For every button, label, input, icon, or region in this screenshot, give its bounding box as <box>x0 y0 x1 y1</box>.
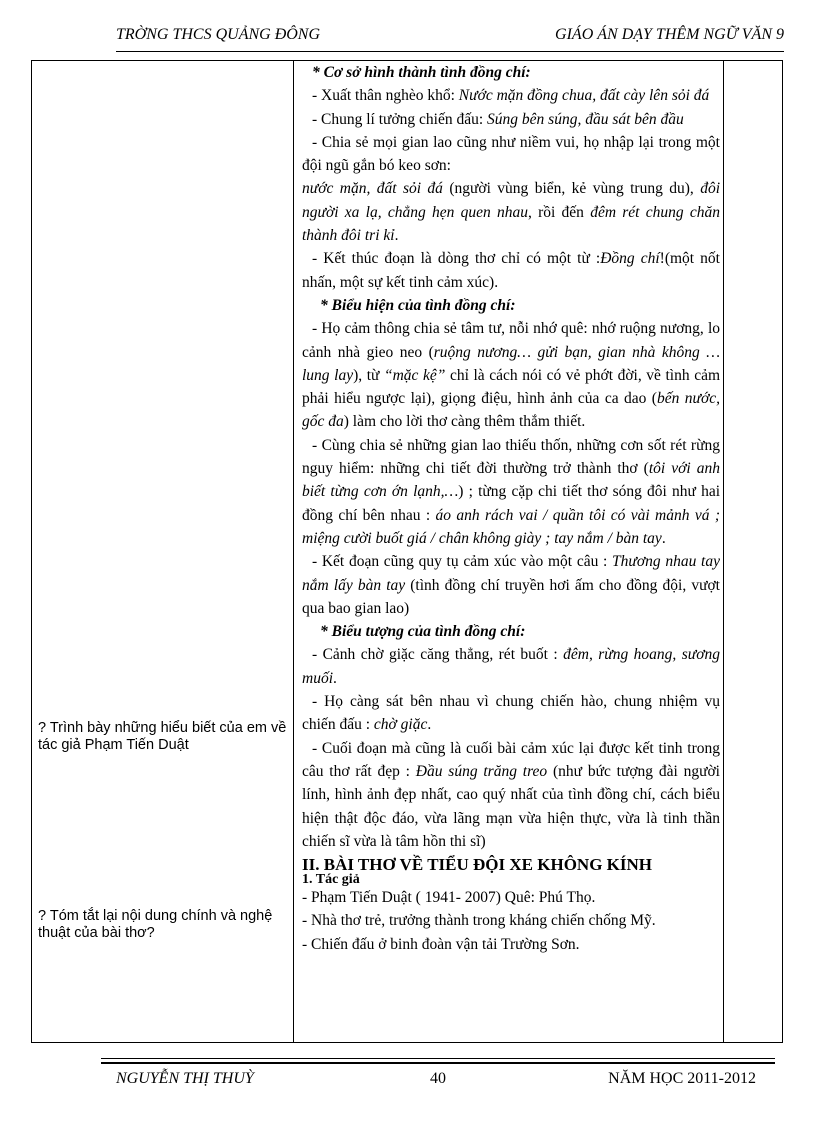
heading-symbol: * Biểu tượng của tình đồng chí: <box>320 623 526 641</box>
paragraph: - Chia sẻ mọi gian lao cũng như niềm vui, họ nhập lại trong một đội ngũ gắn bó keo sơn: <box>302 133 720 175</box>
paragraph: nước mặn, đất sỏi đá (người vùng biển, kẻ vùng trung du), đôi người xa lạ, chẳng hẹn quen nhau, rồi đến đêm rét chung chăn thành đôi tri kỉ. <box>302 180 720 245</box>
header-school: TRỜNG THCS QUẢNG ĐÔNG <box>116 26 321 43</box>
question-summary: ? Tóm tắt lại nội dung chính và nghệ thuật của bài thơ? <box>38 908 273 941</box>
lesson-content <box>302 61 720 956</box>
paragraph: - Họ cảm thông chia sẻ tâm tư, nỗi nhớ quê: nhớ ruộng nương, lo cảnh nhà gieo neo (ruộng nương… gửi bạn, gian nhà không … lung lay), từ “mặc kệ” chỉ là cách nói có vẻ phớt đời, về tình cảm phải hiểu ngược lại), giọng điệu, hình ảnh của ca dao (bến nước, gốc đa) làm cho lời thơ càng thêm thắm thiết. <box>302 320 721 431</box>
heading-basis: * Cơ sở hình thành tình đồng chí: <box>312 64 531 81</box>
lesson-table <box>31 60 783 1043</box>
page-number: 40 <box>430 1070 446 1087</box>
paragraph: - Cuối đoạn mà cũng là cuối bài cảm xúc lại được kết tinh trong câu thơ rất đẹp : Đầu súng trăng treo (như bức tượng đài người lính, hình ảnh đẹp nhất, cao quý nhất của tình đồng chí, cách biểu hiện thật độc đáo, vừa lãng mạn vừa hiện thực, vừa là tinh thần chiến sĩ vừa là tâm hồn thi sĩ) <box>302 739 720 850</box>
page-footer <box>116 1070 756 1094</box>
paragraph: - Kết thúc đoạn là dòng thơ chỉ có một từ :Đồng chí!(một nốt nhấn, một sự kết tinh cảm xúc). <box>302 250 720 291</box>
footer-author: NGUYỄN THỊ THUỲ <box>116 1070 254 1087</box>
paragraph: - Cảnh chờ giặc căng thẳng, rét buốt : đêm, rừng hoang, sương muối. <box>302 646 720 687</box>
paragraph: - Họ càng sát bên nhau vì chung chiến hào, chung nhiệm vụ chiến đấu : chờ giặc. <box>302 693 720 734</box>
bullet: - Nhà thơ trẻ, trưởng thành trong kháng chiến chống Mỹ. <box>302 912 656 930</box>
footer-rule-thin <box>101 1058 775 1059</box>
paragraph: - Chung lí tưởng chiến đấu: Súng bên súng, đầu sát bên đầu <box>312 110 684 128</box>
heading-expression: * Biểu hiện của tình đồng chí: <box>320 296 516 314</box>
bullet: - Chiến đấu ở binh đoàn vận tải Trường Sơn. <box>302 935 580 953</box>
bullet: - Phạm Tiến Duật ( 1941- 2007) Quê: Phú Thọ. <box>302 889 596 907</box>
footer-year: NĂM HỌC 2011-2012 <box>608 1070 756 1087</box>
question-author: ? Trình bày những hiểu biết của em về tác giả Phạm Tiến Duật <box>38 720 287 753</box>
header-rule <box>116 51 784 52</box>
page-header <box>116 26 784 50</box>
header-title: GIÁO ÁN DẠY THÊM NGỮ VĂN 9 <box>555 26 784 43</box>
paragraph: - Cùng chia sẻ những gian lao thiếu thốn, những cơn sốt rét rừng nguy hiểm: những chi tiết đời thường trở thành thơ (tôi với anh biết từng cơn ớn lạnh,…) ; từng cặp chi tiết thơ sóng đôi như hai đồng chí bên nhau : áo anh rách vai / quần tôi có vài mảnh vá ; miệng cười buốt giá / chân không giày ; tay nắm / bàn tay. <box>302 436 721 547</box>
footer-rule-thick <box>101 1062 775 1064</box>
paragraph: - Kết đoạn cũng quy tụ cảm xúc vào một câu : Thương nhau tay nắm lấy bàn tay (tình đồng chí truyền hơi ấm cho đồng đội, vượt qua bao gian lao) <box>302 553 720 617</box>
subsection-title: 1. Tác giả <box>302 872 360 888</box>
paragraph: - Xuất thân nghèo khổ: Nước mặn đồng chua, đất cày lên sỏi đá <box>312 87 710 105</box>
section-title: II. BÀI THƠ VỀ TIỂU ĐỘI XE KHÔNG KÍNH <box>302 855 653 875</box>
teacher-questions-column <box>32 61 294 1042</box>
